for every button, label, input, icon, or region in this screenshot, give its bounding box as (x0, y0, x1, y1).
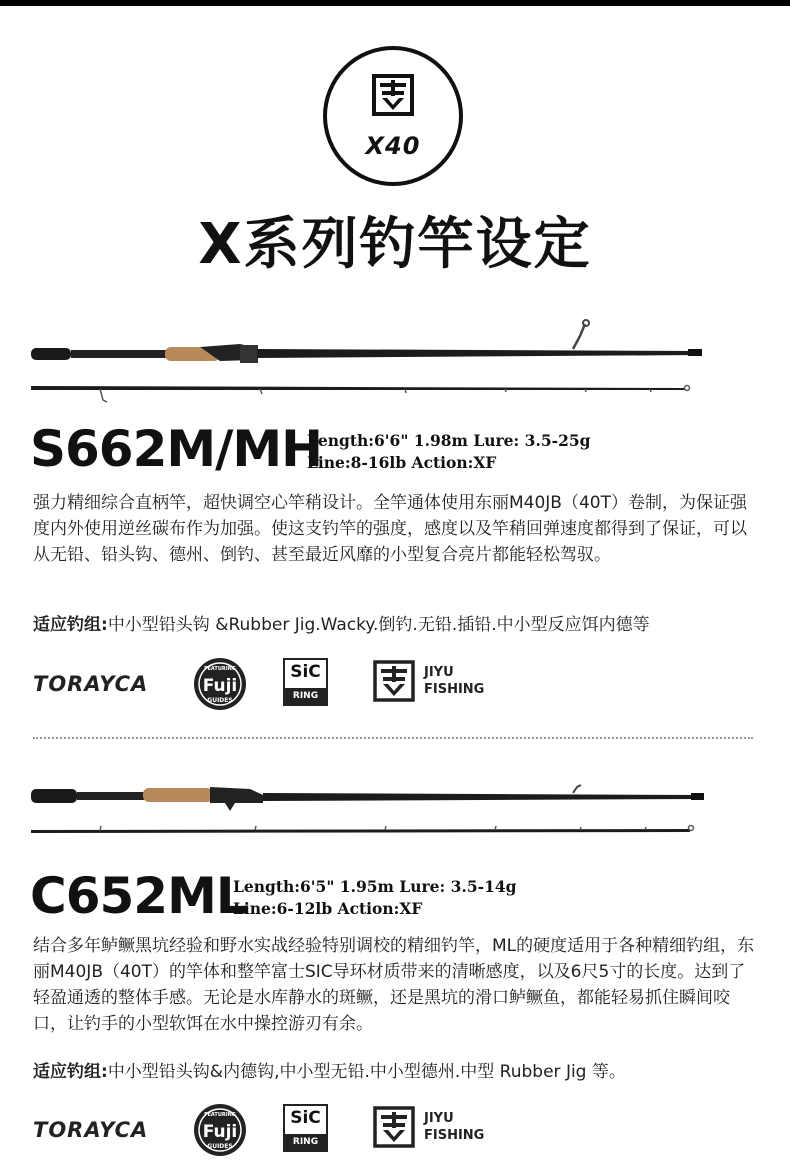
svg-text:Fuji: Fuji (202, 1122, 238, 1142)
section-divider (33, 737, 753, 739)
fuji-guides-logo (191, 1102, 249, 1158)
jiyu-logo-icon (373, 1106, 415, 1148)
sic-ring-logo: SiC RING (283, 658, 328, 706)
brand-logos-row (33, 1100, 503, 1160)
brand-logo-badge (323, 46, 463, 186)
spec-line-1: Length:6'6" 1.98m Lure: 3.5-25g (307, 431, 591, 450)
brand-logos-row (33, 654, 503, 714)
rig-text: 中小型铅头钩&内德钩,中小型无铅.中小型德州.中型 Rubber Jig 等。 (107, 1062, 626, 1082)
jiyu-fishing-logo: JIYU FISHING (424, 665, 485, 697)
top-border (0, 0, 790, 6)
spec-line-2: Line:8-16lb Action:XF (307, 453, 497, 472)
svg-text:Fuji: Fuji (202, 676, 238, 696)
svg-text:FEATURING: FEATURING (204, 1112, 236, 1118)
logo-text: X40 (365, 132, 421, 160)
rig-label: 适应钓组: (33, 1062, 108, 1082)
model-name-s662: S662M/MH (30, 420, 322, 478)
rig-text: 中小型铅头钩 &Rubber Jig.Wacky.倒钓.无铅.插铅.中小型反应饵内德等 (107, 615, 650, 635)
fuji-guides-logo (191, 656, 249, 712)
spec-line-1: Length:6'5" 1.95m Lure: 3.5-14g (233, 877, 517, 896)
product-description: 结合多年鲈鳜黑坑经验和野水实战经验特别调校的精细钓竿，ML的硬度适用于各种精细钓组，东丽M40JB（40T）的竿体和整竿富士SIC导环材质带来的清晰感度，以及6尺5寸的长度。达到了轻盈通透的整体手感。无论是水库静水的斑鳜，还是黑坑的滑口鲈鳜鱼，都能轻易抓住瞬间咬口，让钓手的小型软饵在水中操控游刃有余。 (33, 936, 755, 1034)
svg-text:FEATURING: FEATURING (204, 666, 236, 672)
torayca-logo: TORAYCA (33, 1118, 149, 1142)
svg-text:GUIDES: GUIDES (207, 1143, 233, 1150)
sic-ring-logo: SiC RING (283, 1104, 328, 1152)
rig-suitability (33, 610, 650, 635)
jiyu-fishing-logo: JIYU FISHING (424, 1111, 485, 1143)
jiyu-logo-icon (372, 74, 414, 116)
rig-suitability (33, 1057, 626, 1082)
svg-text:GUIDES: GUIDES (207, 697, 233, 704)
jiyu-logo-icon (373, 660, 415, 702)
torayca-logo: TORAYCA (33, 672, 149, 696)
spinning-rod-image (25, 318, 715, 410)
product-description: 强力精细综合直柄竿，超快调空心竿稍设计。全竿通体使用东丽M40JB（40T）卷制，为保证强度内外使用逆丝碳布作为加强。使这支钓竿的强度，感度以及竿稍回弹速度都得到了保证，可以从无铅、铅头钩、德州、倒钓、甚至最近风靡的小型复合亮片都能轻松驾驭。 (33, 493, 747, 565)
page-title: X系列钓竿设定 (198, 212, 592, 277)
model-name-c652: C652ML (30, 867, 247, 925)
spec-line-2: Line:6-12lb Action:XF (233, 899, 423, 918)
casting-rod-image (25, 775, 715, 845)
rig-label: 适应钓组: (33, 615, 108, 635)
